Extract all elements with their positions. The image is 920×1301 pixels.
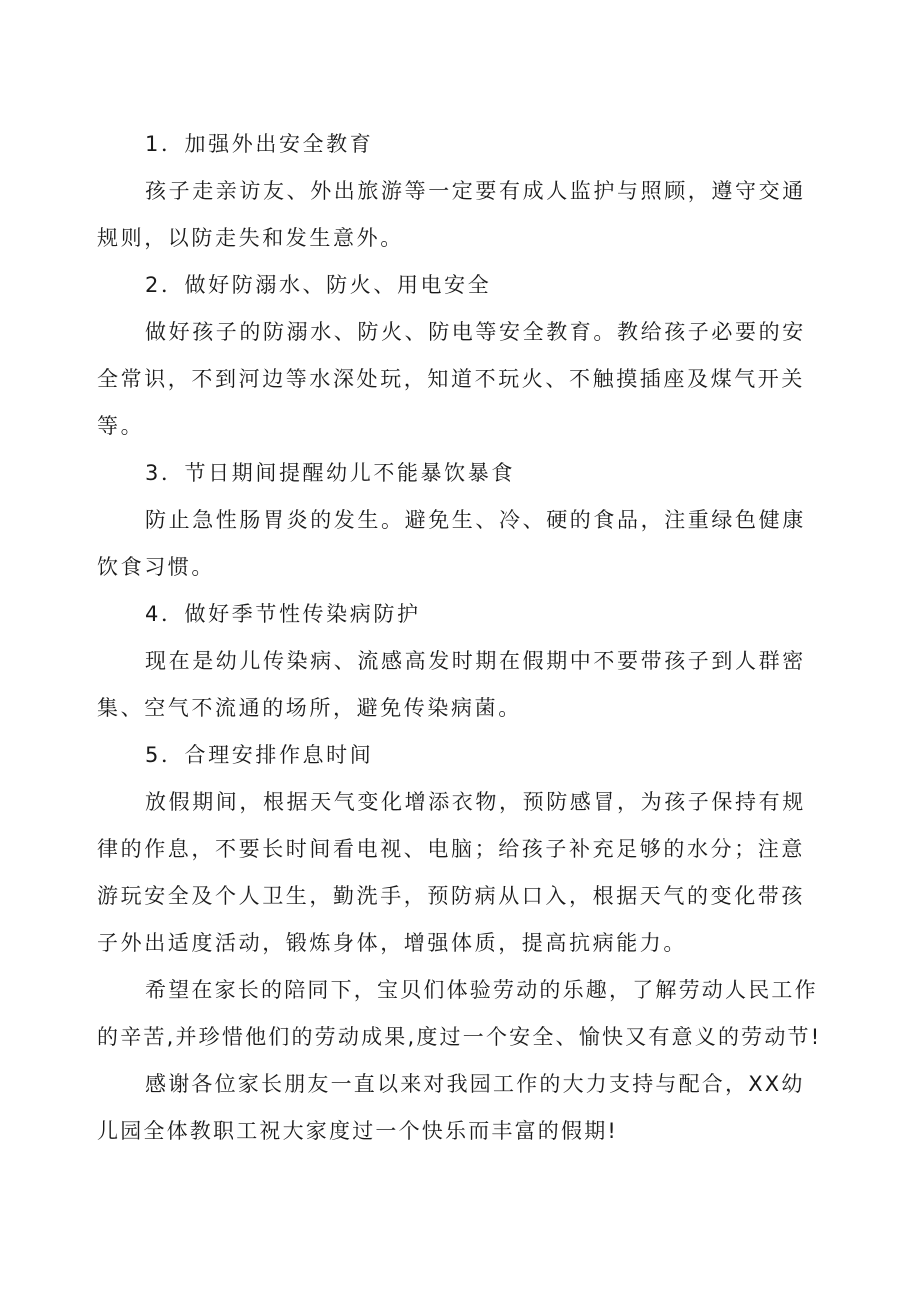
closing-thanks-paragraph: 感谢各位家长朋友一直以来对我园工作的大力支持与配合，XX幼儿园全体教职工祝大家度过一个快乐而丰富的假期! [97,1072,805,1143]
section-body-3: 防止急性肠胃炎的发生。避免生、冷、硬的食品，注重绿色健康饮食习惯。 [97,508,806,579]
section-heading-5: 5．合理安排作息时间 [145,743,374,767]
document-body [97,121,825,1155]
closing-wish-paragraph: 希望在家长的陪同下，宝贝们体验劳动的乐趣，了解劳动人民工作的辛苦,并珍惜他们的劳动成果,度过一个安全、愉快又有意义的劳动节! [97,978,822,1049]
section-body-5: 放假期间，根据天气变化增添衣物，预防感冒，为孩子保持有规律的作息，不要长时间看电视、电脑；给孩子补充足够的水分；注意游玩安全及个人卫生，勤洗手，预防病从口入，根据天气的变化带孩子外出适度活动，锻炼身体，增强体质，提高抗病能力。 [97,790,806,955]
section-heading-3: 3．节日期间提醒幼儿不能暴饮暴食 [145,461,515,485]
section-heading-1: 1．加强外出安全教育 [145,132,374,156]
section-body-1: 孩子走亲访友、外出旅游等一定要有成人监护与照顾，遵守交通规则，以防走失和发生意外。 [97,179,806,250]
section-body-2: 做好孩子的防溺水、防火、防电等安全教育。教给孩子必要的安全常识，不到河边等水深处玩，知道不玩火、不触摸插座及煤气开关等。 [97,320,806,438]
section-heading-4: 4．做好季节性传染病防护 [145,602,421,626]
section-body-4: 现在是幼儿传染病、流感高发时期在假期中不要带孩子到人群密集、空气不流通的场所，避免传染病菌。 [97,649,806,720]
section-heading-2: 2．做好防溺水、防火、用电安全 [145,273,492,297]
